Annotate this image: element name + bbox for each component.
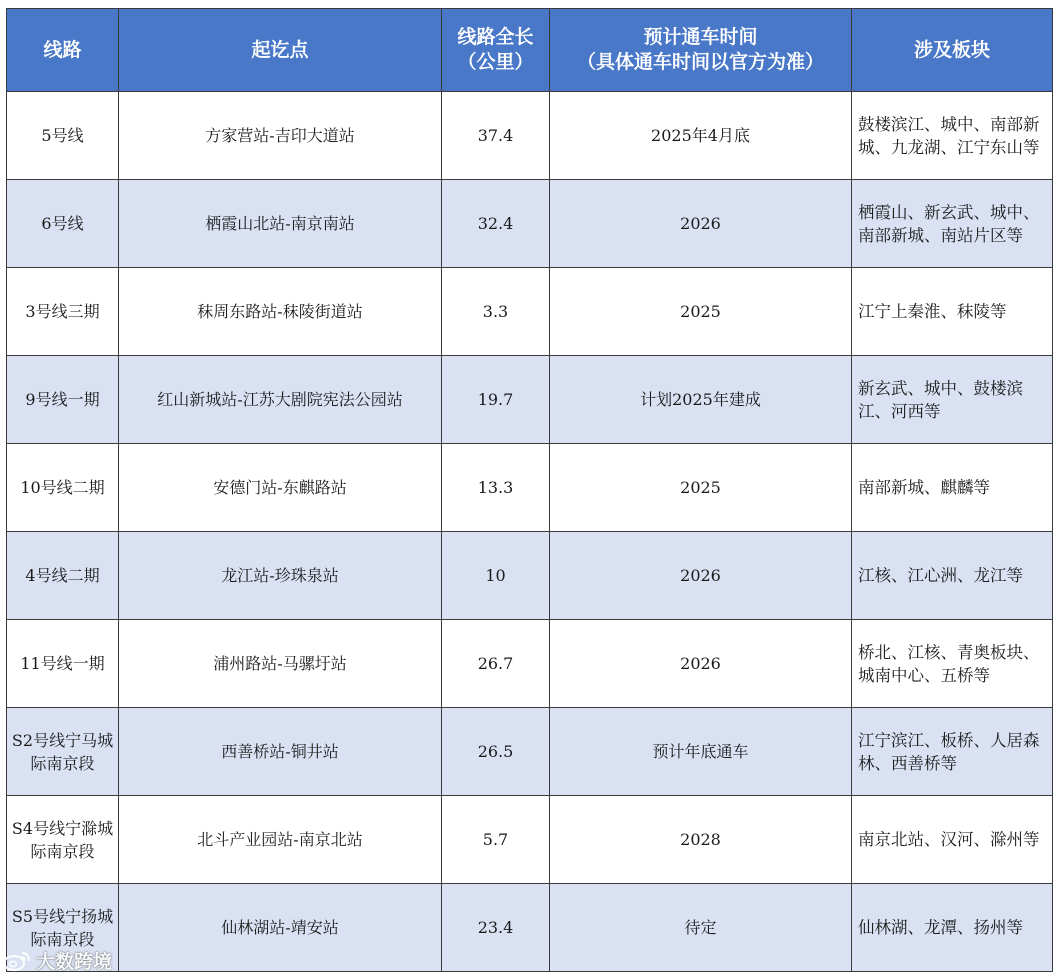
table-row — [7, 92, 1053, 180]
table-row — [7, 708, 1053, 796]
cell-line: 5号线 — [7, 92, 119, 180]
watermark-text: 大数跨境 — [36, 951, 113, 973]
cell-line: 10号线二期 — [7, 444, 119, 532]
cell-opening-time: 2028 — [550, 796, 852, 884]
cell-line: 9号线一期 — [7, 356, 119, 444]
cell-opening-time: 2025 — [550, 268, 852, 356]
table-row — [7, 444, 1053, 532]
cell-opening-time: 计划2025年建成 — [550, 356, 852, 444]
table-row — [7, 356, 1053, 444]
table-header-row — [7, 9, 1053, 92]
cell-area: 江宁上秦淮、秣陵等 — [852, 268, 1053, 356]
cell-opening-time: 2025年4月底 — [550, 92, 852, 180]
table-row — [7, 180, 1053, 268]
cell-endpoints: 栖霞山北站-南京南站 — [119, 180, 442, 268]
cell-area: 江核、江心洲、龙江等 — [852, 532, 1053, 620]
cell-length: 10 — [442, 532, 550, 620]
header-length — [442, 9, 550, 92]
header-line: 线路 — [7, 9, 119, 92]
cell-length: 26.7 — [442, 620, 550, 708]
cell-line: 6号线 — [7, 180, 119, 268]
cell-length: 26.5 — [442, 708, 550, 796]
cell-area: 新玄武、城中、鼓楼滨江、河西等 — [852, 356, 1053, 444]
cell-line: S5号线宁扬城际南京段 — [7, 884, 119, 972]
cell-endpoints: 北斗产业园站-南京北站 — [119, 796, 442, 884]
cell-area: 南京北站、汉河、滁州等 — [852, 796, 1053, 884]
cell-endpoints: 秣周东路站-秣陵街道站 — [119, 268, 442, 356]
cell-length: 3.3 — [442, 268, 550, 356]
cell-area: 桥北、江核、青奥板块、城南中心、五桥等 — [852, 620, 1053, 708]
cell-opening-time: 2026 — [550, 180, 852, 268]
cell-length: 23.4 — [442, 884, 550, 972]
cell-opening-time: 待定 — [550, 884, 852, 972]
weibo-style-logo-icon — [2, 950, 32, 972]
cell-area: 仙林湖、龙潭、扬州等 — [852, 884, 1053, 972]
cell-opening-time: 2026 — [550, 532, 852, 620]
cell-endpoints: 方家营站-吉印大道站 — [119, 92, 442, 180]
cell-endpoints: 西善桥站-铜井站 — [119, 708, 442, 796]
cell-area: 栖霞山、新玄武、城中、南部新城、南站片区等 — [852, 180, 1053, 268]
cell-area: 南部新城、麒麟等 — [852, 444, 1053, 532]
watermark — [2, 947, 112, 974]
cell-line: 11号线一期 — [7, 620, 119, 708]
cell-length: 5.7 — [442, 796, 550, 884]
cell-endpoints: 仙林湖站-靖安站 — [119, 884, 442, 972]
cell-line: 4号线二期 — [7, 532, 119, 620]
cell-opening-time: 2025 — [550, 444, 852, 532]
cell-area: 江宁滨江、板桥、人居森林、西善桥等 — [852, 708, 1053, 796]
cell-opening-time: 预计年底通车 — [550, 708, 852, 796]
cell-area: 鼓楼滨江、城中、南部新城、九龙湖、江宁东山等 — [852, 92, 1053, 180]
header-area: 涉及板块 — [852, 9, 1053, 92]
table-row — [7, 796, 1053, 884]
table-row — [7, 268, 1053, 356]
cell-endpoints: 安德门站-东麒路站 — [119, 444, 442, 532]
cell-line: S2号线宁马城际南京段 — [7, 708, 119, 796]
table-body — [7, 92, 1053, 972]
header-time-note: （具体通车时间以官方为准） — [576, 51, 824, 73]
header-opening-time — [550, 9, 852, 92]
cell-length: 19.7 — [442, 356, 550, 444]
header-endpoints: 起讫点 — [119, 9, 442, 92]
table-row — [7, 620, 1053, 708]
header-length-unit: （公里） — [457, 51, 534, 73]
table-row — [7, 884, 1053, 972]
cell-length: 13.3 — [442, 444, 550, 532]
cell-line: S4号线宁滁城际南京段 — [7, 796, 119, 884]
cell-endpoints: 红山新城站-江苏大剧院宪法公园站 — [119, 356, 442, 444]
metro-lines-table — [6, 8, 1053, 972]
header-time-title: 预计通车时间 — [643, 26, 758, 48]
cell-endpoints: 浦州路站-马骡圩站 — [119, 620, 442, 708]
cell-opening-time: 2026 — [550, 620, 852, 708]
header-length-title: 线路全长 — [457, 26, 534, 48]
cell-line: 3号线三期 — [7, 268, 119, 356]
cell-length: 37.4 — [442, 92, 550, 180]
cell-length: 32.4 — [442, 180, 550, 268]
cell-endpoints: 龙江站-珍珠泉站 — [119, 532, 442, 620]
table-row — [7, 532, 1053, 620]
